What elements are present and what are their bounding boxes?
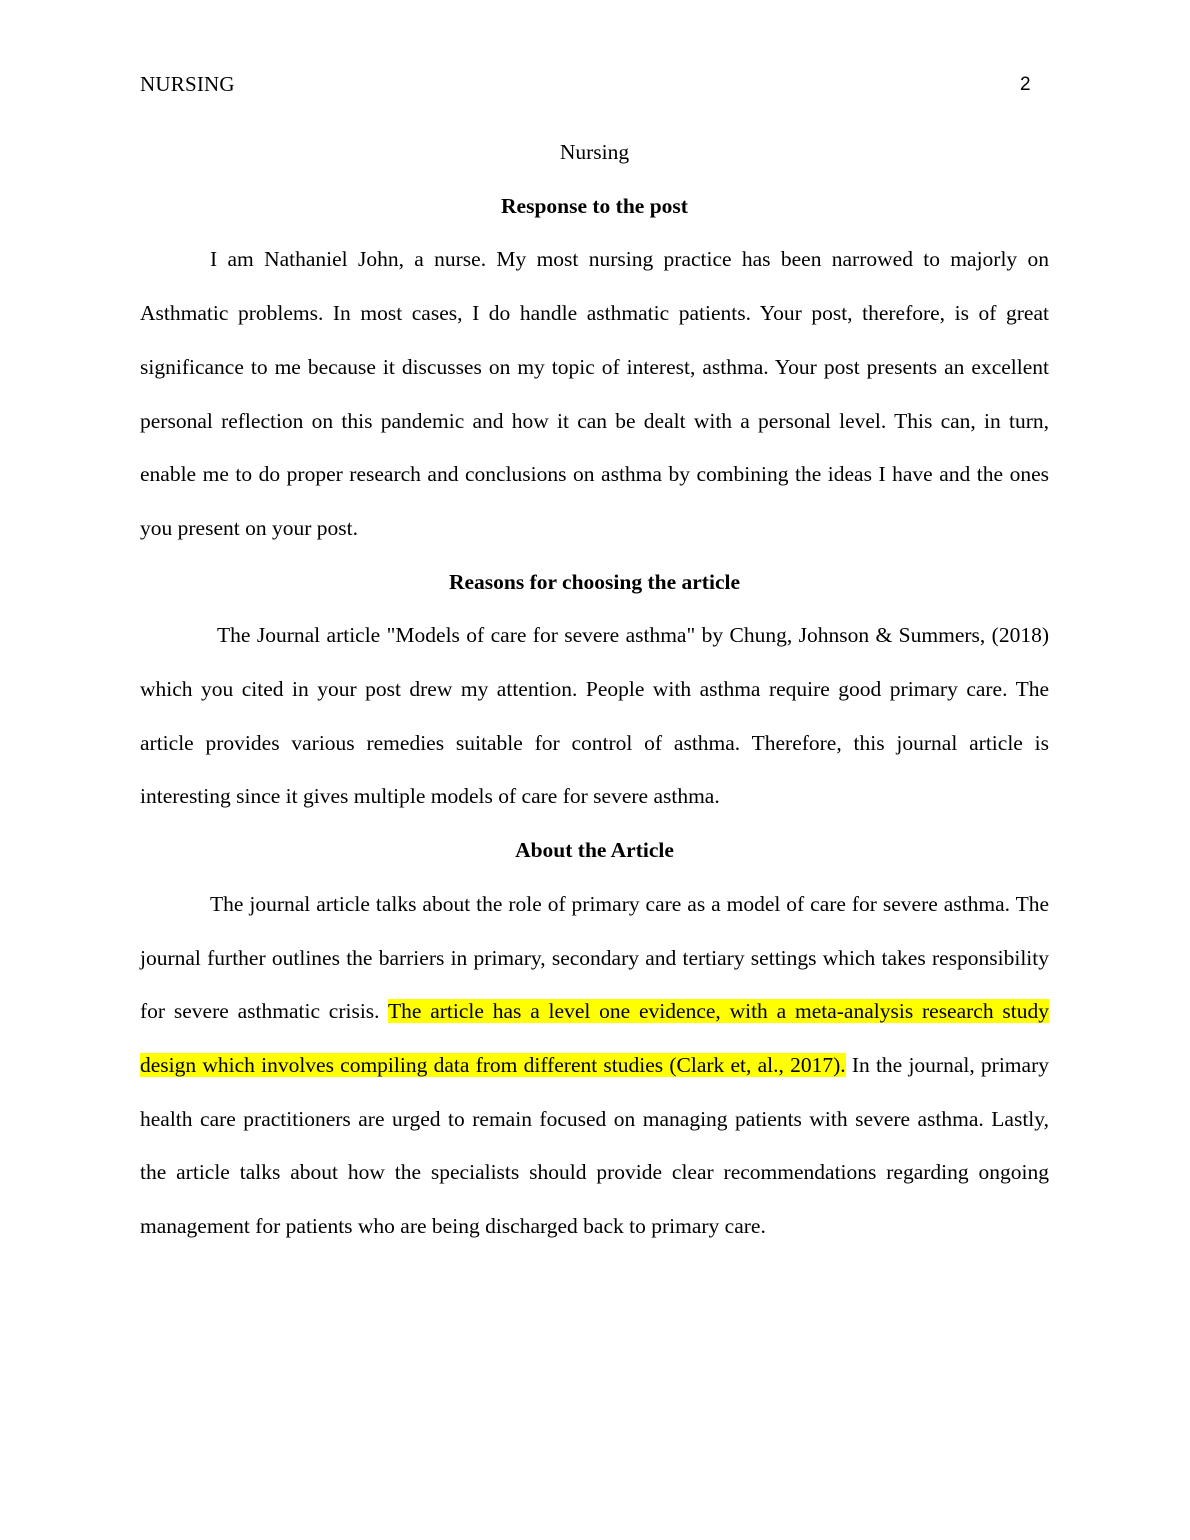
paragraph-about-text-start: The journal article talks about the role of primary care as a model of care for severe asthma. The journal further outlines the barriers in primary, secondary and tertiary settings which takes responsibility for severe asthmatic crisis.: [140, 891, 1049, 1024]
document-title: Nursing: [559, 140, 630, 164]
page-number: 2: [1020, 74, 1031, 95]
paragraph-about-text-end: In the journal, primary health care practitioners are urged to remain focused on managing patients with severe asthma. Lastly, the article talks about how the specialists should provide clear recommendations regarding ongoing management for patients who are being discharged back to primary care.: [140, 1052, 1049, 1239]
section-heading-response: Response to the post: [501, 193, 688, 218]
paragraph-response: I am Nathaniel John, a nurse. My most nursing practice has been narrowed to majorly on Asthmatic problems. In most cases, I do handle asthmatic patients. Your post, therefore, is of great significance to me because it discusses on my topic of interest, asthma. Your post presents an excellent personal reflection on this pandemic and how it can be dealt with a personal level. This can, in turn, enable me to do proper research and conclusions on asthma by combining the ideas I have and the ones you present on your post.: [140, 247, 1049, 540]
document-body: [140, 126, 1049, 1254]
section-heading-reasons: Reasons for choosing the article: [448, 569, 741, 594]
paragraph-reasons: The Journal article "Models of care for severe asthma" by Chung, Johnson & Summers, (2018) which you cited in your post drew my attention. People with asthma require good primary care. The article provides various remedies suitable for control of asthma. Therefore, this journal article is interesting since it gives multiple models of care for severe asthma.: [140, 623, 1049, 809]
running-head: NURSING: [140, 72, 235, 96]
section-heading-about: About the Article: [515, 838, 674, 863]
highlighted-text: The article has a level one evidence, with a meta-analysis research study design which involves compiling data from different studies (Clark et, al., 2017).: [140, 999, 1050, 1077]
paragraph-about: [140, 878, 1049, 1254]
